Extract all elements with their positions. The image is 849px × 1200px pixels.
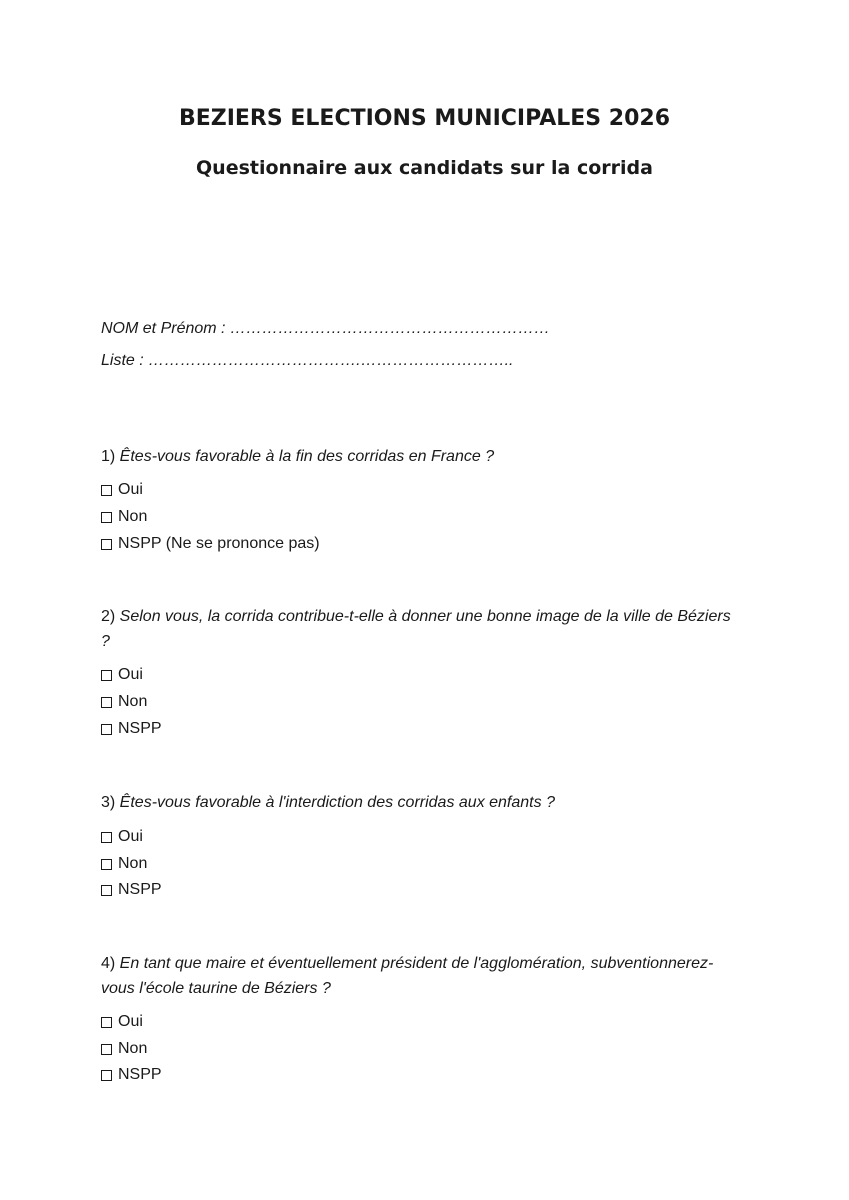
q2-option-oui[interactable]: [101, 666, 143, 684]
option-label: NSPP: [118, 720, 162, 737]
checkbox-icon[interactable]: [101, 885, 112, 896]
checkbox-icon[interactable]: [101, 670, 112, 681]
option-label: Non: [118, 508, 148, 525]
document-subtitle: Questionnaire aux candidats sur la corrida: [196, 157, 653, 179]
option-label: Non: [118, 855, 148, 872]
option-label: NSPP: [118, 881, 162, 898]
question-2: [101, 604, 741, 654]
checkbox-icon[interactable]: [101, 832, 112, 843]
checkbox-icon[interactable]: [101, 485, 112, 496]
document-title: BEZIERS ELECTIONS MUNICIPALES 2026: [178, 106, 671, 131]
name-field[interactable]: NOM et Prénom : ……………………………………………………: [101, 320, 550, 337]
q2-option-non[interactable]: [101, 693, 147, 711]
option-label: NSPP: [118, 1066, 162, 1083]
option-label: Non: [118, 1040, 148, 1057]
checkbox-icon[interactable]: [101, 697, 112, 708]
checkbox-icon[interactable]: [101, 539, 112, 550]
checkbox-icon[interactable]: [101, 724, 112, 735]
q2-option-nspp[interactable]: [101, 720, 162, 738]
question-number: 4): [101, 955, 120, 972]
question-text: Êtes-vous favorable à la fin des corridas en France ?: [119, 448, 495, 465]
question-text: Selon vous, la corrida contribue-t-elle à donner une bonne image de la ville de Béziers ?: [101, 608, 731, 650]
q1-option-non[interactable]: [101, 508, 147, 526]
question-4: [101, 951, 741, 1001]
checkbox-icon[interactable]: [101, 1044, 112, 1055]
question-text: En tant que maire et éventuellement président de l'agglomération, subventionnerez-vous l'école taurine de Béziers ?: [101, 955, 714, 997]
q3-option-oui[interactable]: [101, 828, 143, 846]
option-label: Non: [118, 693, 148, 710]
list-field[interactable]: Liste : ………………………………….………………………..: [101, 352, 514, 369]
checkbox-icon[interactable]: [101, 859, 112, 870]
q4-option-oui[interactable]: [101, 1013, 143, 1031]
option-label: NSPP (Ne se prononce pas): [118, 535, 320, 552]
q4-option-nspp[interactable]: [101, 1066, 162, 1084]
option-label: Oui: [118, 666, 143, 683]
question-3: [101, 790, 741, 815]
q3-option-nspp[interactable]: [101, 881, 162, 899]
q1-option-nspp[interactable]: [101, 535, 320, 553]
option-label: Oui: [118, 1013, 143, 1030]
option-label: Oui: [118, 481, 143, 498]
question-number: 3): [101, 794, 120, 811]
question-1: [101, 444, 741, 469]
question-number: 2): [101, 608, 120, 625]
q1-option-oui[interactable]: [101, 481, 143, 499]
q4-option-non[interactable]: [101, 1040, 147, 1058]
q3-option-non[interactable]: [101, 855, 147, 873]
option-label: Oui: [118, 828, 143, 845]
checkbox-icon[interactable]: [101, 1070, 112, 1081]
checkbox-icon[interactable]: [101, 1017, 112, 1028]
question-text: Êtes-vous favorable à l'interdiction des corridas aux enfants ?: [119, 794, 555, 811]
checkbox-icon[interactable]: [101, 512, 112, 523]
question-number: 1): [101, 448, 120, 465]
